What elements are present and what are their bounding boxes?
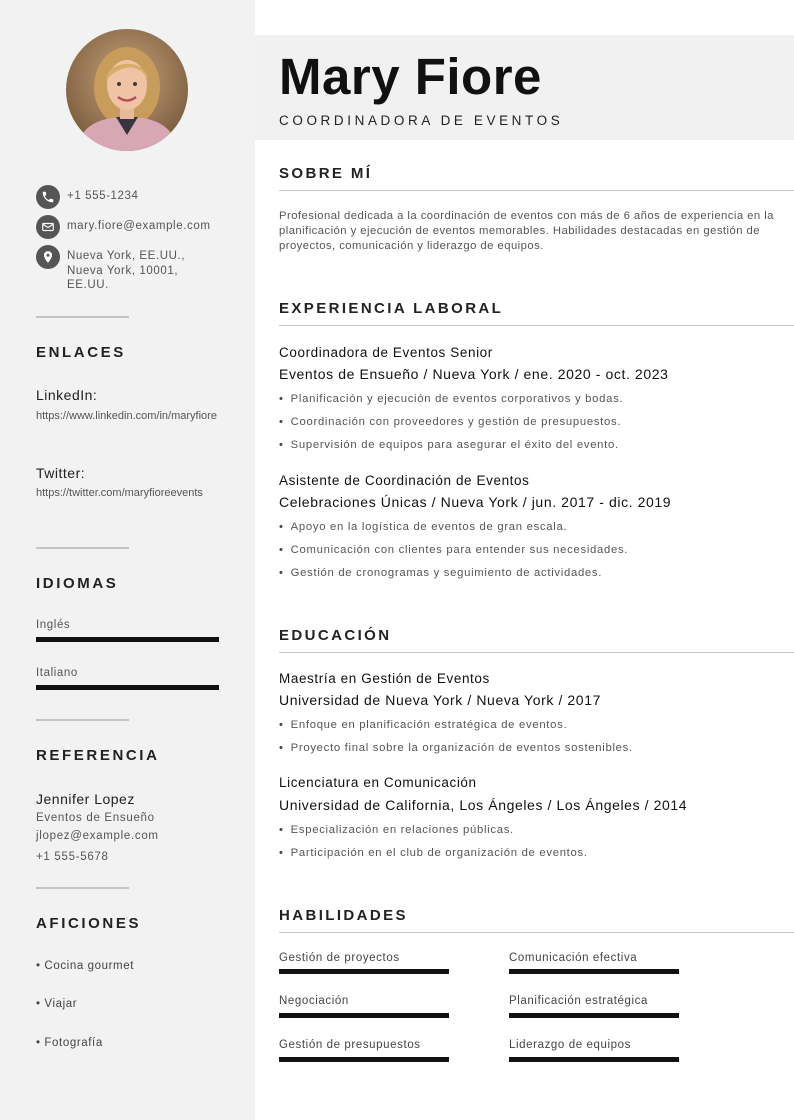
section-divider	[279, 325, 794, 326]
skill-level-bar	[279, 969, 449, 974]
languages-heading: IDIOMAS	[36, 575, 119, 592]
divider	[36, 316, 129, 318]
skill-name: Gestión de presupuestos	[279, 1039, 421, 1051]
job-bullet: • Coordinación con proveedores y gestión de presupuestos.	[279, 416, 621, 428]
linkedin-link[interactable]: https://www.linkedin.com/in/maryfiore	[36, 410, 217, 422]
degree-details: Universidad de Nueva York / Nueva York / 2017	[279, 692, 601, 708]
hobbies-heading: AFICIONES	[36, 915, 142, 932]
twitter-link[interactable]: https://twitter.com/maryfioreevents	[36, 487, 203, 499]
main-content	[255, 0, 794, 1120]
links-heading: ENLACES	[36, 344, 126, 361]
job-bullet: • Gestión de cronogramas y seguimiento de actividades.	[279, 567, 602, 579]
skill-level-bar	[279, 1057, 449, 1062]
twitter-label: Twitter:	[36, 465, 86, 481]
reference-email: jlopez@example.com	[36, 830, 159, 842]
reference-phone: +1 555-5678	[36, 851, 109, 863]
job-details: Celebraciones Únicas / Nueva York / jun. 2017 - dic. 2019	[279, 494, 672, 510]
skills-heading: HABILIDADES	[279, 907, 408, 924]
job-details: Eventos de Ensueño / Nueva York / ene. 2020 - oct. 2023	[279, 366, 669, 382]
about-heading: SOBRE MÍ	[279, 165, 373, 182]
degree-title: Maestría en Gestión de Eventos	[279, 671, 490, 686]
divider	[36, 719, 129, 721]
degree-bullet: • Enfoque en planificación estratégica de eventos.	[279, 719, 567, 731]
contact-address	[36, 245, 197, 293]
page-title: Mary Fiore	[279, 48, 542, 105]
section-divider	[279, 652, 794, 653]
skill-name: Negociación	[279, 995, 349, 1007]
reference-company: Eventos de Ensueño	[36, 812, 155, 824]
portrait-photo-icon	[66, 29, 188, 151]
section-divider	[279, 932, 794, 933]
about-text: Profesional dedicada a la coordinación de eventos con más de 6 años de experiencia en la planificación y ejecución de eventos memorables. Habilidades destacadas en gestión de proyectos, comunicación y liderazgo de equipos.	[279, 210, 774, 252]
job-title: Coordinadora de Eventos Senior	[279, 345, 493, 360]
phone-icon	[36, 185, 60, 209]
contact-phone	[36, 185, 197, 209]
header-band	[255, 35, 794, 140]
avatar	[66, 29, 188, 151]
location-pin-icon	[36, 245, 60, 269]
degree-bullet: • Participación en el club de organización de eventos.	[279, 847, 588, 859]
job-bullet: • Supervisión de equipos para asegurar el éxito del evento.	[279, 439, 619, 451]
contact-phone-text: +1 555-1234	[67, 190, 139, 202]
hobby-item: • Fotografía	[36, 1037, 103, 1049]
language-level-bar	[36, 637, 219, 642]
divider	[36, 547, 129, 549]
education-heading: EDUCACIÓN	[279, 627, 392, 644]
contact-email	[36, 215, 211, 239]
skill-name: Liderazgo de equipos	[509, 1039, 631, 1051]
hobby-item: • Viajar	[36, 998, 78, 1010]
skill-name: Planificación estratégica	[509, 995, 649, 1007]
job-role: COORDINADORA DE EVENTOS	[279, 113, 564, 128]
skill-level-bar	[509, 1057, 679, 1062]
section-divider	[279, 190, 794, 191]
language-english: Inglés	[36, 619, 71, 631]
reference-name: Jennifer Lopez	[36, 791, 135, 807]
skill-level-bar	[509, 969, 679, 974]
experience-heading: EXPERIENCIA LABORAL	[279, 300, 504, 317]
divider	[36, 887, 129, 889]
degree-title: Licenciatura en Comunicación	[279, 775, 477, 790]
language-level-bar	[36, 685, 219, 690]
skill-name: Comunicación efectiva	[509, 952, 638, 964]
skill-level-bar	[509, 1013, 679, 1018]
skill-name: Gestión de proyectos	[279, 952, 400, 964]
job-bullet: • Apoyo en la logística de eventos de gran escala.	[279, 521, 567, 533]
degree-bullet: • Proyecto final sobre la organización de eventos sostenibles.	[279, 742, 633, 754]
degree-bullet: • Especialización en relaciones públicas.	[279, 824, 514, 836]
degree-details: Universidad de California, Los Ángeles / Los Ángeles / 2014	[279, 797, 688, 813]
language-italian: Italiano	[36, 667, 78, 679]
job-title: Asistente de Coordinación de Eventos	[279, 473, 530, 488]
email-icon	[36, 215, 60, 239]
linkedin-label: LinkedIn:	[36, 387, 98, 403]
skill-level-bar	[279, 1013, 449, 1018]
reference-heading: REFERENCIA	[36, 747, 160, 764]
sidebar	[0, 0, 255, 1120]
contact-email-text: mary.fiore@example.com	[67, 220, 211, 232]
hobby-item: • Cocina gourmet	[36, 960, 135, 972]
job-bullet: • Planificación y ejecución de eventos corporativos y bodas.	[279, 393, 623, 405]
contact-address-text: Nueva York, EE.UU., Nueva York, 10001, EE.UU.	[67, 250, 186, 291]
job-bullet: • Comunicación con clientes para entender sus necesidades.	[279, 544, 628, 556]
